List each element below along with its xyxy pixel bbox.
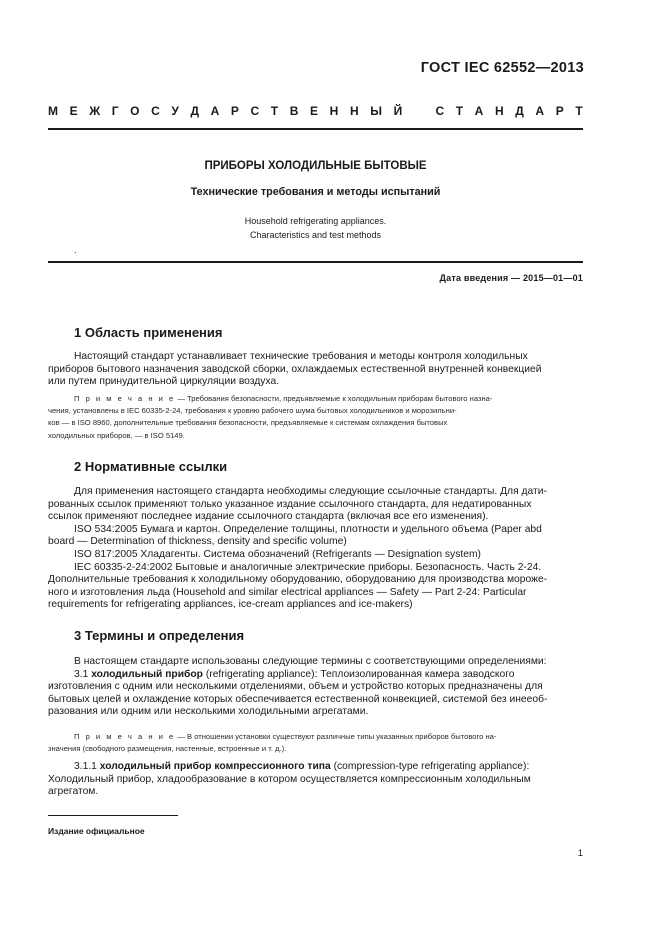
document-title: ПРИБОРЫ ХОЛОДИЛЬНЫЕ БЫТОВЫЕ: [204, 160, 427, 172]
title-rule: [48, 261, 583, 263]
banner-letter: У: [171, 104, 179, 118]
text-line: разования или одним или несколькими холодильными агрегатами.: [48, 706, 369, 718]
text-line: requirements for refrigerating appliances, ice-cream appliances and ice-makers): [48, 599, 413, 611]
stray-dot: .: [74, 245, 77, 255]
banner-letter: Р: [230, 104, 239, 118]
section-1-heading: 1 Область применения: [74, 325, 223, 340]
interstate-standard-banner: [48, 104, 583, 118]
banner-letter: Е: [69, 104, 78, 118]
text-line: ного и изготовления льда (Household and similar electrical appliances — Safety — Part 2-24: Particular: [48, 586, 527, 598]
banner-letter: С: [250, 104, 260, 118]
section-1-paragraph: [48, 351, 583, 389]
page-number: 1: [577, 848, 583, 859]
banner-letter: М: [48, 104, 58, 118]
header-rule: [48, 128, 583, 130]
english-title: [48, 214, 583, 242]
term-number: 3.1.1: [74, 761, 100, 772]
section-1-note: [48, 393, 583, 442]
text-line: значения (свободного размещения, настенные, встроенные и т. д.).: [48, 744, 287, 754]
banner-letter: Р: [555, 104, 564, 118]
banner-letter: Н: [494, 104, 504, 118]
note-label: П р и м е ч а н и е: [74, 732, 176, 741]
reference-iso-534: ISO 534:2005 Бумага и картон. Определение толщины, плотности и удельного объема (Paper abd: [74, 523, 542, 535]
term-3-1-line: [48, 669, 583, 682]
text-line: или путем принудительной циркуляции воздуха.: [48, 376, 280, 388]
banner-letter: О: [130, 104, 140, 118]
banner-letter: Г: [111, 104, 119, 118]
official-edition: Издание официальное: [48, 826, 145, 836]
term-name: холодильный прибор компрессионного типа: [99, 761, 331, 772]
text-line: Настоящий стандарт устанавливает технические требования и методы контроля холодильных: [74, 351, 528, 362]
banner-letter: А: [210, 104, 220, 118]
banner-letter: Д: [190, 104, 199, 118]
text-line: агрегатом.: [48, 786, 99, 798]
section-2-body: [48, 486, 583, 612]
reference-iec-60335: IEC 60335-2-24:2002 Бытовые и аналогичные электрические приборы. Безопасность. Часть 2-24.: [74, 561, 542, 573]
section-3-heading: 3 Термины и определения: [74, 628, 245, 643]
text-line: рованных ссылок применяют только указанное издание ссылочного стандарта, для недатированных: [48, 498, 532, 510]
text-line: — В отношении установки существуют различные типы указанных приборов бытового на-: [175, 732, 497, 741]
text-line: board — Determination of thickness, density and specific volume): [48, 536, 347, 548]
text-line: Дополнительные требования к холодильному оборудованию, оборудованию для производства мороже-: [48, 574, 548, 586]
intro-date: Дата введения — 2015—01—01: [439, 273, 583, 283]
banner-letter: Н: [329, 104, 339, 118]
document-subtitle: Технические требования и методы испытаний: [190, 186, 441, 198]
text-line: ссылок применяют последнее издание ссылочного стандарта (включая все его изменения).: [48, 511, 489, 523]
banner-letter: А: [474, 104, 484, 118]
term-3-1-1: [48, 761, 583, 799]
note-label: П р и м е ч а н и е: [74, 394, 176, 403]
banner-letter: [414, 104, 424, 118]
text-line: (compression-type refrigerating appliance):: [330, 761, 530, 772]
banner-letter: Е: [310, 104, 319, 118]
text-line: ков — в ISO 8960, дополнительные требования безопасности, предъявляемые к системам охлаждения бытовых: [48, 418, 448, 428]
term-name: холодильный прибор: [91, 668, 203, 680]
banner-letter: С: [151, 104, 160, 118]
banner-letter: Т: [270, 104, 279, 118]
text-line: В настоящем стандарте использованы следующие термины с соответствующими определениями:: [74, 656, 547, 667]
section-3-body: [48, 656, 583, 719]
banner-letter: Т: [455, 104, 464, 118]
banner-letter: А: [535, 104, 545, 118]
banner-letter: Т: [575, 104, 583, 118]
banner-letter: Ж: [89, 104, 101, 118]
term-number: 3.1: [74, 668, 92, 680]
text-line: приборов бытового назначения заводской сборки, охлаждаемых естественной внутренней конвекцией: [48, 363, 542, 375]
text-line: Холодильный прибор, хладообразование в котором осуществляется компрессионным холодильным: [48, 773, 531, 785]
section-2-heading: 2 Нормативные ссылки: [74, 459, 228, 474]
banner-letter: Д: [515, 104, 524, 118]
text-line: холодильных приборов, — в ISO 5149.: [48, 430, 185, 440]
text-line: — Требования безопасности, предъявляемые к холодильным приборам бытового назна-: [175, 394, 493, 403]
banner-letter: Н: [349, 104, 359, 118]
text-line: (refrigerating appliance): Теплоизолированная камера заводского: [202, 668, 515, 680]
banner-letter: С: [435, 104, 445, 118]
reference-iso-817: ISO 817:2005 Хладагенты. Система обозначений (Refrigerants — Designation system): [74, 548, 481, 560]
banner-letter: В: [289, 104, 299, 118]
text-line: бытовых целей и охлаждение которых обеспечивается естественной конвекцией, системой без инееоб-: [48, 693, 548, 705]
text-line: Для применения настоящего стандарта необходимы следующие ссылочные стандарты. Для дати-: [74, 486, 547, 497]
section-3-note: [48, 731, 583, 755]
english-title-line-2: Characteristics and test methods: [249, 230, 382, 240]
text-line: изготовления с одним или несколькими отделениями, объем и устройство которых предназначены для: [48, 681, 543, 693]
standard-code: ГОСТ IEC 62552—2013: [420, 60, 584, 76]
footer-rule: [48, 815, 178, 816]
banner-letter: Ы: [370, 104, 382, 118]
text-line: чения, установлены в IEC 60335-2-24, требования к уровню рабочего шума бытовых холодильников и морозильни-: [48, 406, 457, 416]
english-title-line-1: Household refrigerating appliances.: [244, 216, 387, 226]
banner-letter: Й: [393, 104, 403, 118]
